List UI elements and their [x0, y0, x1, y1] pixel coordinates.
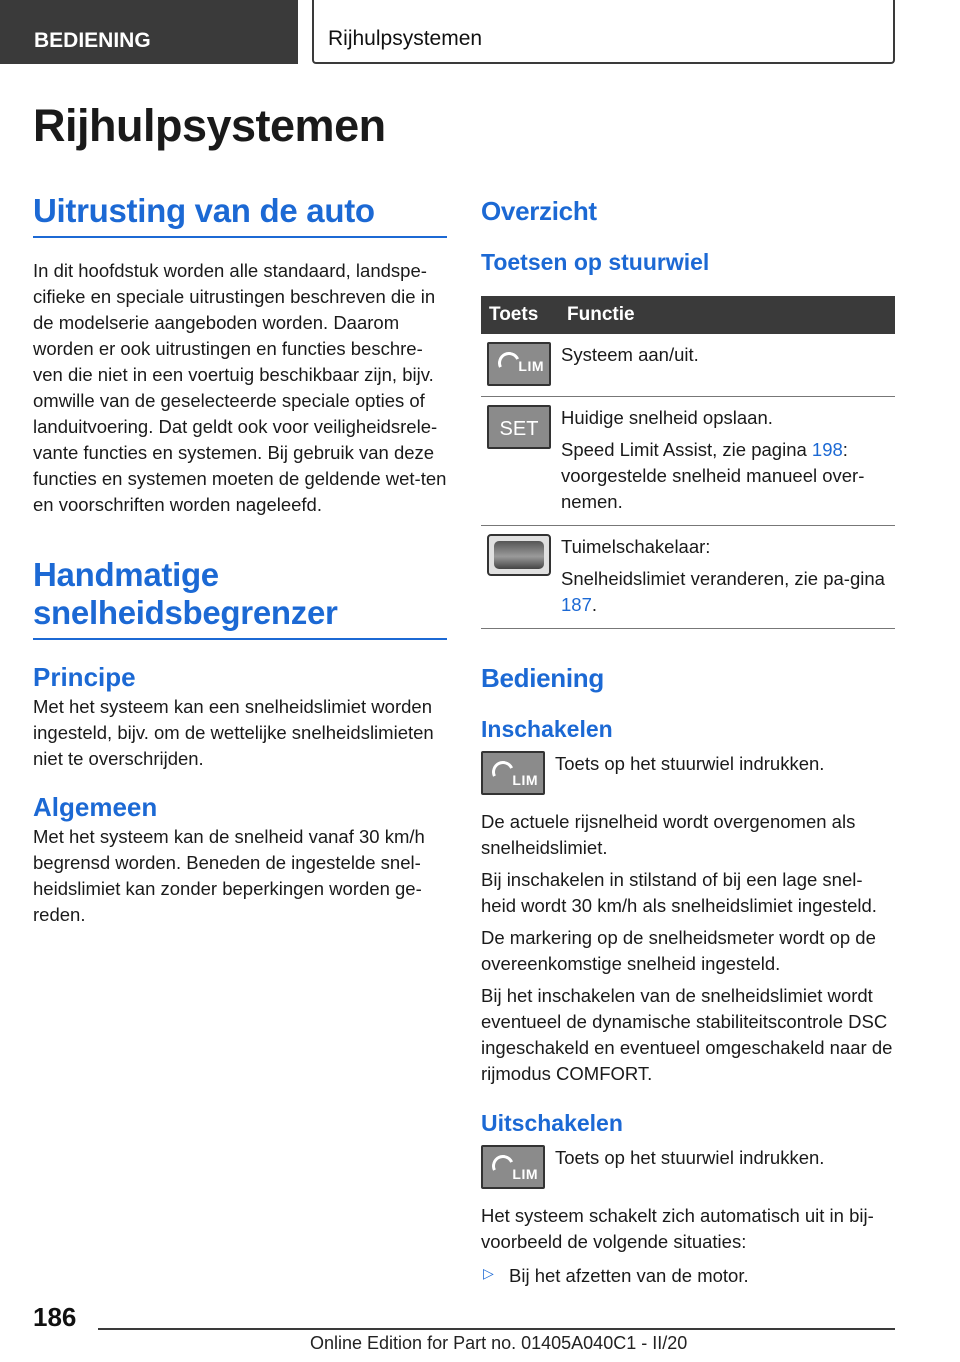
switch-on-p1: De actuele rijsnelheid wordt overgenomen als snelheidslimiet. — [481, 811, 856, 858]
general-heading: Algemeen — [33, 792, 158, 822]
row-function-detail: Snelheidslimiet veranderen, zie pa-gina 187. — [561, 568, 885, 615]
right-column — [481, 192, 895, 1289]
lim-button-icon — [487, 342, 551, 386]
principle-body: Met het systeem kan een snelheidslimiet worden ingesteld, bijv. om de wettelijke snelheidslimieten niet te overschrijden. — [33, 696, 434, 769]
buttons-table — [481, 296, 895, 629]
header-section-label: BEDIENING — [34, 29, 151, 52]
table-row — [481, 334, 895, 397]
header-chapter — [312, 0, 895, 64]
header-chapter-label: Rijhulpsystemen — [328, 27, 483, 50]
switch-on-key-row — [481, 751, 895, 797]
footer-edition: Online Edition for Part no. 01405A040C1 - II/20 — [310, 1333, 688, 1353]
lim-key-label: LIM — [518, 358, 544, 374]
page-link-198[interactable]: 198 — [811, 439, 843, 460]
switch-off-key-row — [481, 1145, 895, 1191]
switch-off-p1: Het systeem schakelt zich automatisch uit in bij-voorbeeld de volgende situaties: — [481, 1205, 874, 1252]
limiter-heading: Handmatige snelheidsbegrenzer — [33, 556, 447, 640]
table-header-row — [481, 296, 895, 334]
table-row — [481, 397, 895, 526]
switch-on-p2: Bij inschakelen in stilstand of bij een lage snel-heid wordt 30 km/h als snelheidslimiet ingesteld. — [481, 869, 877, 916]
left-column — [33, 192, 447, 928]
row-function: Huidige snelheid opslaan. — [561, 407, 773, 428]
set-button-icon — [487, 405, 551, 449]
row-function-detail: Speed Limit Assist, zie pagina 198: voorgestelde snelheid manueel over-nemen. — [561, 439, 865, 512]
col-function-header: Functie — [561, 296, 895, 334]
general-body: Met het systeem kan de snelheid vanaf 30 km/h begrensd worden. Beneden de ingestelde snel-heidslimiet kan zonder beperkingen worden ge-reden. — [33, 826, 425, 925]
rocker-switch-icon — [487, 534, 551, 576]
switch-off-heading: Uitschakelen — [481, 1110, 623, 1136]
lim-button-icon: LIM — [481, 751, 545, 795]
switch-off-key-text: Toets op het stuurwiel indrukken. — [555, 1147, 825, 1168]
footer-rule — [98, 1328, 895, 1330]
set-key-label: SET — [499, 418, 539, 440]
principle-heading: Principe — [33, 662, 136, 692]
page-number: 186 — [33, 1302, 77, 1332]
lim-button-icon: LIM — [481, 1145, 545, 1189]
overview-heading: Overzicht — [481, 196, 597, 226]
row-function: Tuimelschakelaar: — [561, 536, 711, 557]
switch-on-p3: De markering op de snelheidsmeter wordt op de overeenkomstige snelheid ingesteld. — [481, 927, 876, 974]
bullet-text: Bij het afzetten van de motor. — [509, 1265, 749, 1286]
header-section — [0, 0, 298, 64]
switch-on-p4: Bij het inschakelen van de snelheidslimiet wordt eventueel de dynamische stabiliteitscontrole DSC ingeschakeld en eventueel omgeschakeld naar de rijmodus COMFORT. — [481, 985, 893, 1084]
list-item — [481, 1263, 895, 1289]
row-function: Systeem aan/uit. — [561, 344, 699, 365]
switch-on-heading: Inschakelen — [481, 716, 613, 742]
operation-heading: Bediening — [481, 663, 604, 693]
equipment-body: In dit hoofdstuk worden alle standaard, landspe-cifieke en speciale uitrustingen beschreven die in de modelserie aangeboden worden. Daarom worden er ook uitrustingen en functies beschre-ven die niet in een voertuig beschikbaar zijn, bijv. omwille van de geselecteerde speciale opties of landuitvoering. Dat geldt ook voor veiligheidsrele-vante functies en systemen. Bij gebruik van deze functies en systemen moeten de geldende wet-ten en voorschriften worden nageleefd. — [33, 260, 447, 515]
switch-on-key-text: Toets op het stuurwiel indrukken. — [555, 753, 825, 774]
page-title: Rijhulpsystemen — [33, 100, 386, 151]
buttons-heading: Toetsen op stuurwiel — [481, 249, 710, 275]
triangle-bullet-icon: ▷ — [483, 1265, 494, 1281]
table-row — [481, 526, 895, 629]
page-link-187[interactable]: 187 — [561, 594, 592, 615]
equipment-heading: Uitrusting van de auto — [33, 192, 447, 238]
col-key-header: Toets — [481, 296, 561, 334]
